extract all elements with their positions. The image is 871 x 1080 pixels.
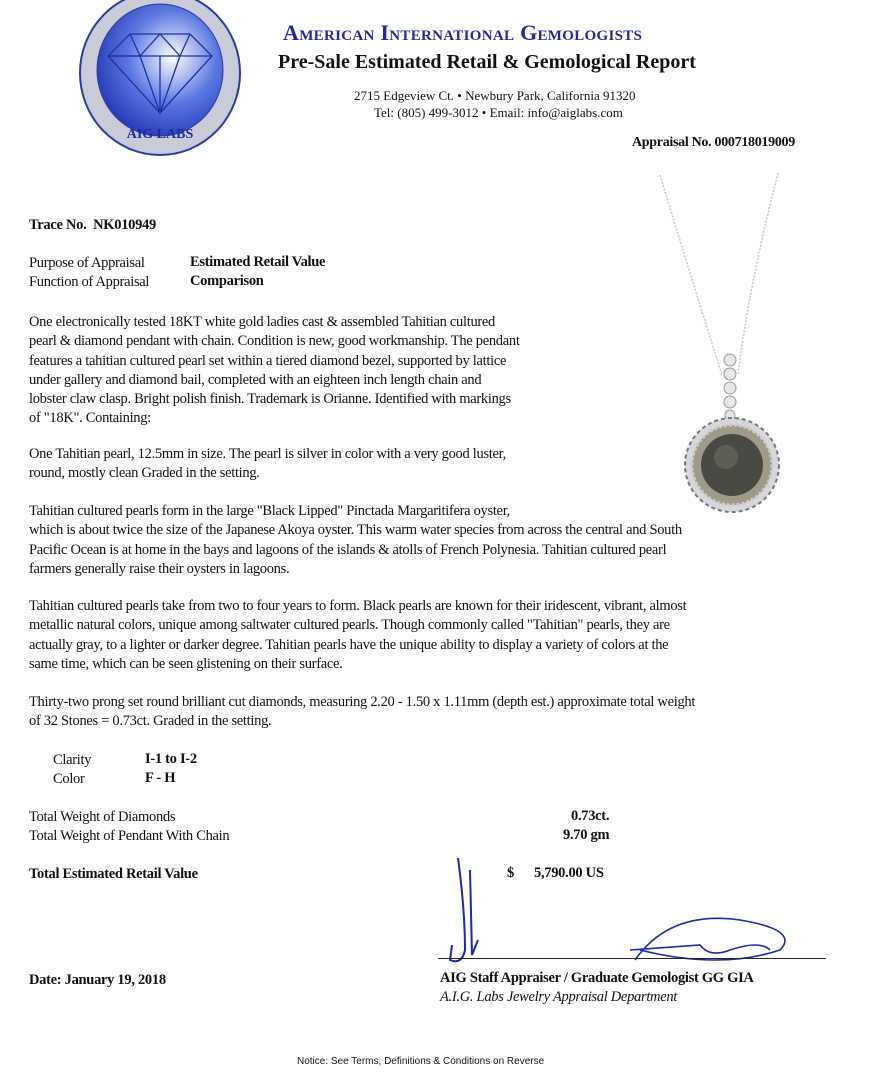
currency-symbol: $ (507, 865, 514, 881)
tahitian-origin-paragraph (29, 502, 682, 579)
text-line: One electronically tested 18KT white gold ladies cast & assembled Tahitian cultured (29, 314, 496, 330)
pendant-weight-value: 9.70 gm (563, 827, 610, 843)
trace-value: NK010949 (93, 217, 156, 233)
text-line: Tahitian cultured pearls take from two to four years to form. Black pearls are known for their iridescent, vibrant, almost (29, 598, 687, 614)
total-value: 5,790.00 US (534, 865, 604, 881)
appraisal-date: Date: January 19, 2018 (29, 972, 166, 988)
diamonds-paragraph (29, 693, 695, 732)
total-value-label: Total Estimated Retail Value (29, 866, 198, 882)
function-value: Comparison (190, 273, 264, 289)
text-line: round, mostly clean Graded in the setting. (29, 465, 260, 482)
appraiser-title: AIG Staff Appraiser / Graduate Gemologist GG GIA (440, 970, 754, 986)
text-line: which is about twice the size of the Japanese Akoya oyster. This warm water species from across the central and South (29, 522, 682, 539)
text-line: metallic natural colors, unique among saltwater cultured pearls. Though commonly called "Tahitian" pearls, they are (29, 617, 670, 634)
text-line: of 32 Stones = 0.73ct. Graded in the setting. (29, 713, 272, 730)
text-line: Pacific Ocean is at home in the bays and lagoons of the islands & atolls of French Polynesia. Tahitian cultured pearl (29, 541, 667, 558)
svg-text:AIG LABS: AIG LABS (126, 127, 194, 142)
address: 2715 Edgeview Ct. • Newbury Park, California 91320 (354, 88, 636, 103)
function-label: Function of Appraisal (29, 274, 150, 290)
text-line: One Tahitian pearl, 12.5mm in size. The pearl is silver in color with a very good luster, (29, 446, 506, 462)
trace-label: Trace No. (29, 217, 87, 233)
text-line: pearl & diamond pendant with chain. Condition is new, good workmanship. The pendant (29, 333, 520, 350)
signature-line (438, 958, 826, 959)
text-line: features a tahitian cultured pearl set within a tiered diamond bezel, supported by lattice (29, 352, 507, 369)
contact: Tel: (805) 499-3012 • Email: info@aiglabs.com (374, 105, 623, 120)
signature (440, 850, 840, 970)
org-name: American International Gemologists (283, 20, 643, 45)
terms-notice: Notice: See Terms, Definitions & Conditions on Reverse (297, 1056, 545, 1067)
report-title: Pre-Sale Estimated Retail & Gemological Report (278, 51, 696, 73)
clarity-label: Clarity (53, 752, 92, 768)
pearl-paragraph (29, 445, 506, 484)
color-value: F - H (145, 770, 176, 786)
text-line: of "18K". Containing: (29, 410, 151, 427)
aig-labs-logo (78, 0, 248, 158)
appraiser-department: A.I.G. Labs Jewelry Appraisal Department (440, 989, 678, 1005)
clarity-value: I-1 to I-2 (145, 751, 197, 767)
pendant-weight-label: Total Weight of Pendant With Chain (29, 828, 230, 844)
text-line: farmers generally raise their oysters in lagoons. (29, 560, 290, 577)
text-line: Thirty-two prong set round brilliant cut diamonds, measuring 2.20 - 1.50 x 1.11mm (depth est.) approximate total weight (29, 694, 696, 710)
appraisal-number: Appraisal No. 000718019009 (632, 135, 795, 150)
text-line: lobster claw clasp. Bright polish finish. Trademark is Orianne. Identified with markings (29, 391, 511, 408)
diamond-weight-value: 0.73ct. (571, 808, 610, 824)
diamond-weight-label: Total Weight of Diamonds (29, 809, 176, 825)
purpose-label: Purpose of Appraisal (29, 255, 145, 271)
tahitian-color-paragraph (29, 597, 686, 674)
text-line: Tahitian cultured pearls form in the large "Black Lipped" Pinctada Margaritifera oyster, (29, 503, 510, 519)
purpose-value: Estimated Retail Value (190, 254, 326, 270)
trace-number (29, 217, 156, 234)
text-line: under gallery and diamond bail, completed with an eighteen inch length chain and (29, 371, 482, 388)
text-line: same time, which can be seen glistening on their surface. (29, 655, 343, 672)
text-line: actually gray, to a lighter or darker degree. Tahitian pearls have the unique ability to display a variety of colors at the (29, 636, 669, 653)
pendant-photo (640, 170, 800, 530)
color-label: Color (53, 771, 85, 787)
description-paragraph (29, 313, 520, 429)
